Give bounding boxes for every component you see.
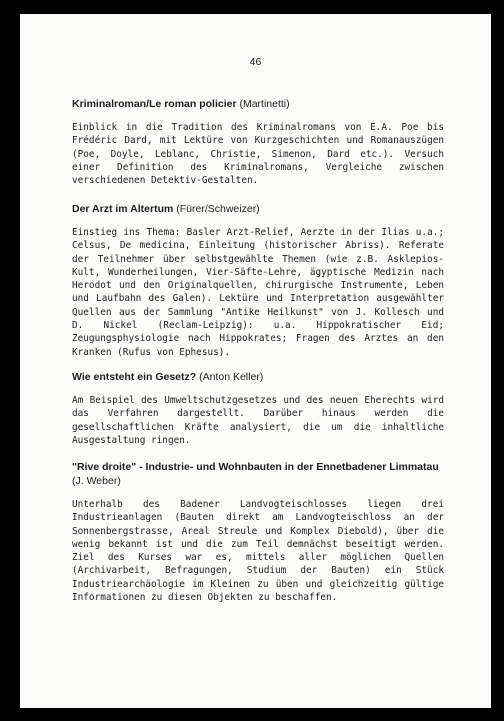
document-page — [20, 14, 491, 708]
section-heading — [72, 370, 444, 384]
section-author: (J. Weber) — [72, 475, 121, 487]
section-title: "Rive droite" - Industrie- und Wohnbauten in der Ennetbadener Limmatau — [72, 461, 439, 473]
section-author: (Martinetti) — [239, 98, 290, 110]
course-section-rive-droite — [72, 460, 444, 604]
section-body: Unterhalb des Badener Landvogteischlosses liegen drei Industrieanlagen (Bauten direkt am Landvogteischloss an der Sonnenbergstrasse, Areal Streule und Komplex Diebold), über die wenig bekannt ist und die zum Teil demnächst beseitigt werden. Ziel des Kurses war es, mittels aller möglichen Quellen (Archivarbeit, Befragungen, Studium der Bauten) ein Stück Industriearchäologie im Kleinen zu üben und gleichzeitig gültige Informationen zu diesen Objekten zu beschaffen. — [72, 499, 444, 604]
section-body: Einblick in die Tradition des Kriminalromans von E.A. Poe bis Frédéric Dard, mit Lektüre von Kurzgeschichten und Romanauszügen (Poe, Doyle, Leblanc, Christie, Simenon, Dard etc.). Versuch einer Definition des Kriminalromans, Vergleiche zwischen verschiedenen Detektiv-Gestalten. — [72, 122, 444, 187]
section-title: Der Arzt im Altertum — [72, 203, 174, 215]
section-author: (Anton Keller) — [199, 371, 264, 383]
course-section-kriminalroman — [72, 97, 444, 187]
page-number: 46 — [249, 56, 262, 68]
section-heading — [72, 460, 444, 488]
section-heading — [72, 97, 444, 111]
section-title: Kriminalroman/Le roman policier — [72, 98, 237, 110]
section-author: (Fürer/Schweizer) — [176, 203, 260, 215]
section-body: Am Beispiel des Umweltschutzgesetzes und des neuen Eherechts wird das Verfahren dargestellt. Darüber hinaus werden die gesellschaftlichen Kräfte analysiert, die um die inhaltliche Ausgestaltung ringen. — [72, 395, 444, 446]
course-section-arzt-im-altertum — [72, 202, 444, 359]
section-title: Wie entsteht ein Gesetz? — [72, 371, 197, 383]
section-body: Einstieg ins Thema: Basler Arzt-Relief, Aerzte in der Ilias u.a.; Celsus, De medicina, Einleitung (historischer Abriss). Referate der Teilnehmer über selbstgewählte Themen (wie z.B. Asklepios-Kult, Wunderheilungen, Vier-Säfte-Lehre, ägyptische Medizin nach Herodot und den Originalquellen, chirurgische Instrumente, Leben und Laufbahn des Galen). Lektüre und Interpretation ausgewählter Quellen aus der Sammlung "Antike Heilkunst" von J. Kollesch und D. Nickel (Reclam-Leipzig): u.a. Hippokratischer Eid; Zeugungsphysiologie nach Hippokrates; Fragen des Arztes an den Kranken (Rufus von Ephesus). — [72, 227, 444, 358]
section-heading — [72, 202, 444, 216]
course-section-gesetz — [72, 370, 444, 447]
